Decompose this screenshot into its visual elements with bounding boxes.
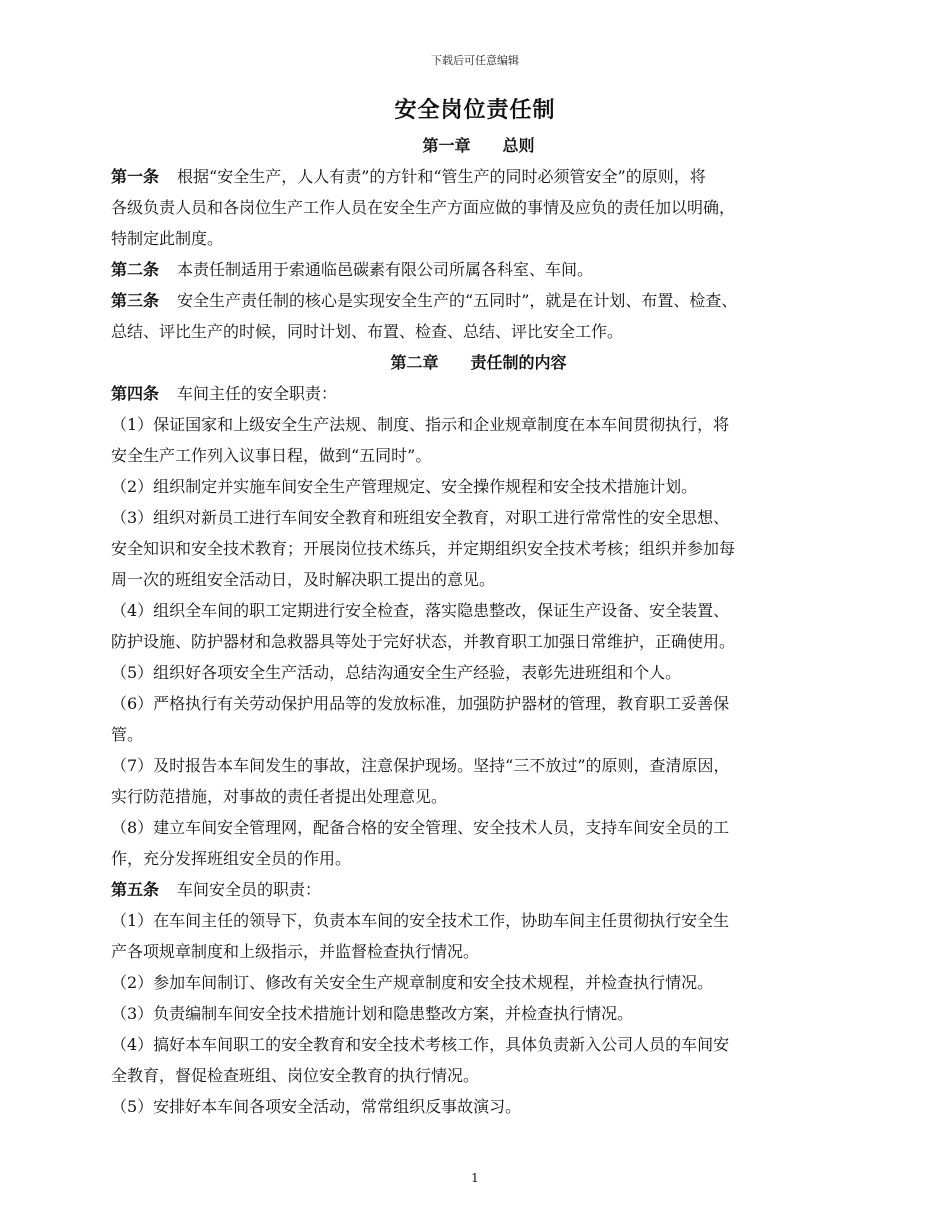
article-label: 第三条 xyxy=(111,291,160,310)
list-item-line: 管。 xyxy=(111,725,144,744)
list-item-line: （4）搞好本车间职工的安全教育和安全技术考核工作，具体负责新入公司人员的车间安 xyxy=(111,1035,730,1054)
document-title: 安全岗位责任制 xyxy=(394,97,556,123)
article xyxy=(111,874,846,1122)
article xyxy=(111,378,846,874)
article-text: 根据“安全生产，人人有责”的方针和“管生产的同时必须管安全”的原则，将 xyxy=(177,167,706,186)
list-item-line: （3）组织对新员工进行车间安全教育和班组安全教育，对职工进行常常性的安全思想、 xyxy=(111,508,730,527)
article-label: 第二条 xyxy=(111,260,160,279)
chapter-name: 责任制的内容 xyxy=(470,353,567,372)
list-item-line: 实行防范措施，对事故的责任者提出处理意见。 xyxy=(111,787,448,806)
article xyxy=(111,285,846,347)
list-item-line: （6）严格执行有关劳动保护用品等的发放标准，加强防护器材的管理，教育职工妥善保 xyxy=(111,694,730,713)
list-item-line: 周一次的班组安全活动日，及时解决职工提出的意见。 xyxy=(111,570,496,589)
article-line: 各级负责人员和各岗位生产工作人员在安全生产方面应做的事情及应负的责任加以明确， xyxy=(111,198,736,217)
list-item-line: 产各项规章制度和上级指示，并监督检查执行情况。 xyxy=(111,942,480,961)
list-item-line: （1）在车间主任的领导下，负责本车间的安全技术工作，协助车间主任贯彻执行安全生 xyxy=(111,911,730,930)
document-body xyxy=(111,130,846,1122)
article-text: 本责任制适用于索通临邑碳素有限公司所属各科室、车间。 xyxy=(177,260,594,279)
article-line xyxy=(111,254,846,285)
list-item-line: （5）安排好本车间各项安全活动，常常组织反事故演习。 xyxy=(111,1097,522,1116)
article-line xyxy=(111,874,846,905)
chapter-name: 总则 xyxy=(502,136,535,155)
page-number: 1 xyxy=(471,1171,479,1185)
list-item-line: （3）负责编制车间安全技术措施计划和隐患整改方案，并检查执行情况。 xyxy=(111,1004,634,1023)
article xyxy=(111,161,846,254)
article-line xyxy=(111,378,846,409)
list-item-line: （7）及时报告本车间发生的事故，注意保护现场。坚持“三不放过”的原则，查清原因， xyxy=(111,756,730,775)
chapter-number: 第二章 xyxy=(390,353,439,372)
list-item-line: （2）组织制定并实施车间安全生产管理规定、安全操作规程和安全技术措施计划。 xyxy=(111,477,698,496)
list-item-line: （1）保证国家和上级安全生产法规、制度、指示和企业规章制度在本车间贯彻执行，将 xyxy=(111,415,730,434)
article-line xyxy=(111,285,846,316)
list-item-line: 防护设施、防护器材和急救器具等处于完好状态，并教育职工加强日常维护，正确使用。 xyxy=(111,632,736,651)
list-item-line: （5）组织好各项安全生产活动，总结沟通安全生产经验，表彰先进班组和个人。 xyxy=(111,663,682,682)
list-item-line: 全教育，督促检查班组、岗位安全教育的执行情况。 xyxy=(111,1066,480,1085)
list-item-line: （2）参加车间制订、修改有关安全生产规章制度和安全技术规程，并检查执行情况。 xyxy=(111,973,714,992)
article-label: 第一条 xyxy=(111,167,160,186)
list-item-line: 安全知识和安全技术教育；开展岗位技术练兵，并定期组织安全技术考核；组织并参加每 xyxy=(111,539,736,558)
chapter-number: 第一章 xyxy=(422,136,471,155)
list-item-line: 作，充分发挥班组安全员的作用。 xyxy=(111,849,352,868)
list-item-line: 安全生产工作列入议事日程，做到“五同时”。 xyxy=(111,446,432,465)
list-item-line: （8）建立车间安全管理网，配备合格的安全管理、安全技术人员，支持车间安全员的工 xyxy=(111,818,730,837)
article-line: 总结、评比生产的时候，同时计划、布置、检查、总结、评比安全工作。 xyxy=(111,322,624,341)
article-text: 车间主任的安全职责： xyxy=(177,384,338,403)
chapter-heading xyxy=(111,347,846,378)
article xyxy=(111,254,846,285)
chapter-heading xyxy=(111,130,846,161)
article-text: 安全生产责任制的核心是实现安全生产的“五同时”，就是在计划、布置、检查、 xyxy=(177,291,738,310)
article-label: 第四条 xyxy=(111,384,160,403)
article-line: 特制定此制度。 xyxy=(111,229,224,248)
article-label: 第五条 xyxy=(111,880,160,899)
list-item-line: （4）组织全车间的职工定期进行安全检查，落实隐患整改，保证生产设备、安全装置、 xyxy=(111,601,730,620)
article-line xyxy=(111,161,846,192)
header-note: 下载后可任意编辑 xyxy=(431,54,519,67)
article-text: 车间安全员的职责： xyxy=(177,880,322,899)
